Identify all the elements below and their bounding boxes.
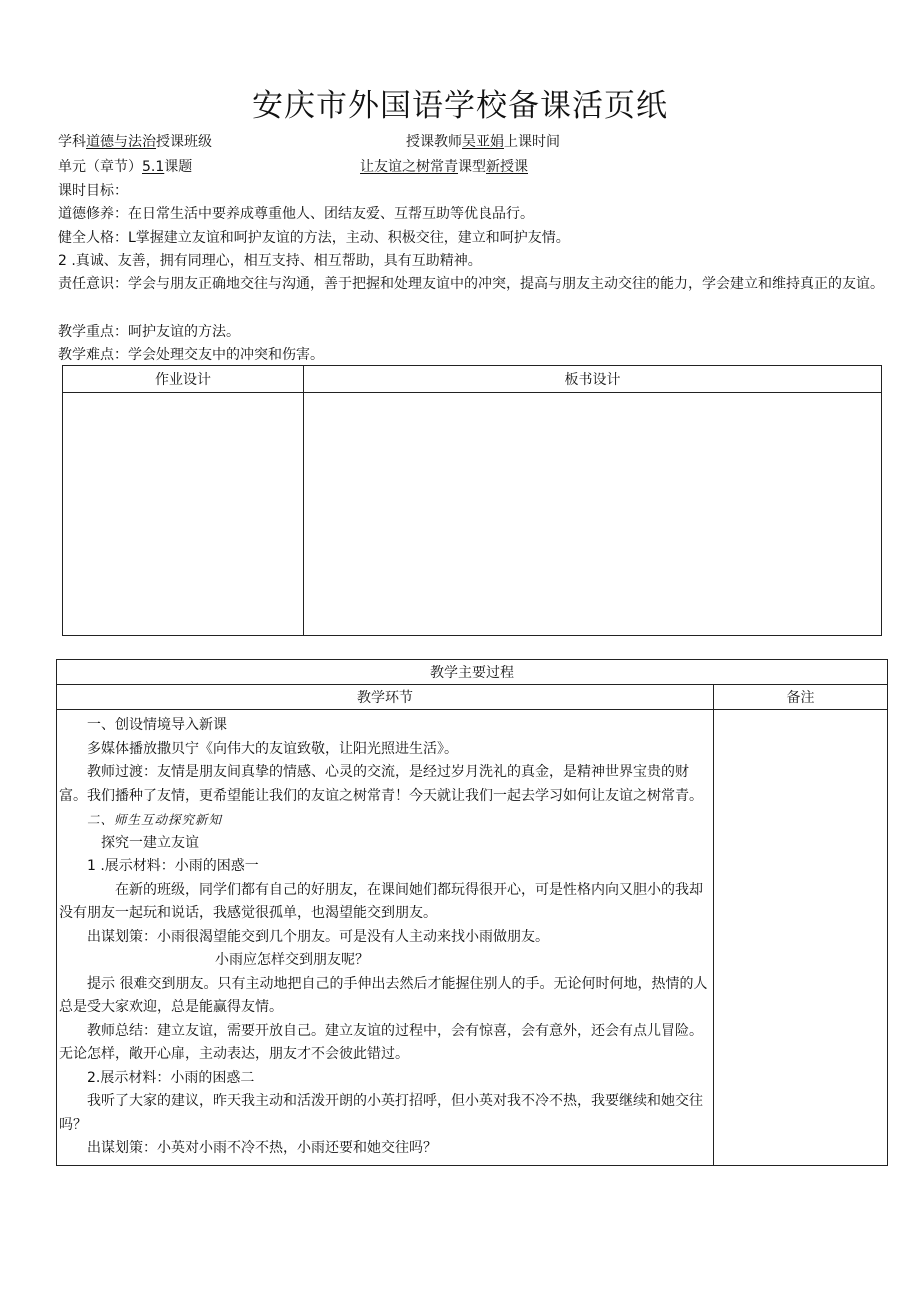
list-item: 我听了大家的建议，昨天我主动和活泼开朗的小英打招呼，但小英对我不冷不热，我要继续和她交往吗？ bbox=[59, 1093, 703, 1133]
objective-responsibility: 责任意识：学会与朋友正确地交往与沟通，善于把握和处理友谊中的冲突，提高与朋友主动交往的能力，学会建立和维持真正的友谊。 bbox=[58, 276, 884, 292]
explore-1-heading: 探究一建立友谊 bbox=[101, 834, 199, 851]
difficulty: 教学难点：学会处理交友中的冲突和伤害。 bbox=[58, 347, 324, 363]
page-title: 安庆市外国语学校备课活页纸 bbox=[252, 88, 668, 124]
topic-label: 课题 bbox=[164, 159, 193, 175]
process-col-main: 教学环节 bbox=[57, 685, 714, 710]
unit-label: 单元（章节） bbox=[58, 159, 142, 175]
key-point: 教学重点：呵护友谊的方法。 bbox=[58, 324, 240, 340]
objective-moral: 道德修养：在日常生活中要养成尊重他人、团结友爱、互帮互助等优良品行。 bbox=[58, 206, 534, 222]
subject-label: 学科 bbox=[58, 134, 86, 150]
list-item: 2.展示材料：小雨的困惑二 bbox=[87, 1069, 255, 1086]
list-item: 教师过渡：友情是朋友间真挚的情感、心灵的交流，是经过岁月洗礼的真金，是精神世界宝贵的财富。我们播种了友情，更希望能让我们的友谊之树常青！今天就让我们一起去学习如何让友谊之树常青。 bbox=[59, 764, 703, 804]
list-item: 1 .展示材料：小雨的困惑一 bbox=[87, 858, 259, 874]
section-1-heading: 一、创设情境导入新课 bbox=[87, 717, 227, 733]
list-item: 出谋划策：小英对小雨不冷不热，小雨还要和她交往吗？ bbox=[87, 1140, 437, 1156]
process-col-note: 备注 bbox=[714, 685, 888, 710]
subject-value: 道德与法治 bbox=[86, 134, 156, 150]
objectives-heading: 课时目标： bbox=[58, 183, 128, 199]
header-row-2 bbox=[58, 157, 192, 177]
section-2-heading: 二、师生互动探究新知 bbox=[87, 812, 223, 827]
header-row-1 bbox=[58, 132, 212, 152]
topic-value: 让友谊之树常青 bbox=[360, 159, 458, 175]
objective-item-2: 2 .真诚、友善，拥有同理心，相互支持、相互帮助，具有互助精神。 bbox=[58, 253, 482, 269]
board-header: 板书设计 bbox=[304, 366, 882, 393]
board-cell bbox=[304, 393, 882, 636]
time-label: 上课时间 bbox=[504, 134, 560, 150]
list-item: 在新的班级，同学们都有自己的好朋友，在课间她们都玩得很开心，可是性格内向又胆小的我却没有朋友一起玩和说话，我感觉很孤单，也渴望能交到朋友。 bbox=[59, 881, 703, 921]
teacher-value: 吴亚娟 bbox=[462, 134, 504, 150]
unit-value: 5.1 bbox=[142, 159, 165, 175]
list-item: 多媒体播放撒贝宁《向伟大的友谊致敬，让阳光照进生活》。 bbox=[87, 740, 458, 757]
class-label: 授课班级 bbox=[156, 134, 212, 150]
homework-header: 作业设计 bbox=[63, 366, 304, 393]
process-title: 教学主要过程 bbox=[57, 660, 888, 685]
notes-cell bbox=[714, 710, 888, 1166]
teacher-label: 授课教师 bbox=[406, 134, 462, 150]
list-item: 出谋划策：小雨很渴望能交到几个朋友。可是没有人主动来找小雨做朋友。 bbox=[87, 928, 549, 945]
process-content bbox=[57, 710, 714, 1166]
homework-cell bbox=[63, 393, 304, 636]
header-row-2-right bbox=[360, 157, 528, 177]
type-value: 新授课 bbox=[486, 159, 528, 175]
objective-personality: 健全人格：L掌握建立友谊和呵护友谊的方法，主动、积极交往，建立和呵护友情。 bbox=[58, 230, 570, 246]
list-item: 提示 很难交到朋友。只有主动地把自己的手伸出去然后才能握住别人的手。无论何时何地，热情的人总是受大家欢迎，总是能赢得友情。 bbox=[59, 975, 708, 1015]
process-table bbox=[56, 659, 888, 1166]
list-item: 小雨应怎样交到朋友呢？ bbox=[215, 952, 369, 968]
header-row-1-right bbox=[406, 132, 560, 152]
design-table bbox=[62, 365, 882, 636]
type-label: 课型 bbox=[458, 159, 486, 175]
list-item: 教师总结：建立友谊，需要开放自己。建立友谊的过程中，会有惊喜，会有意外，还会有点儿冒险。无论怎样，敞开心扉，主动表达，朋友才不会彼此错过。 bbox=[59, 1022, 703, 1062]
